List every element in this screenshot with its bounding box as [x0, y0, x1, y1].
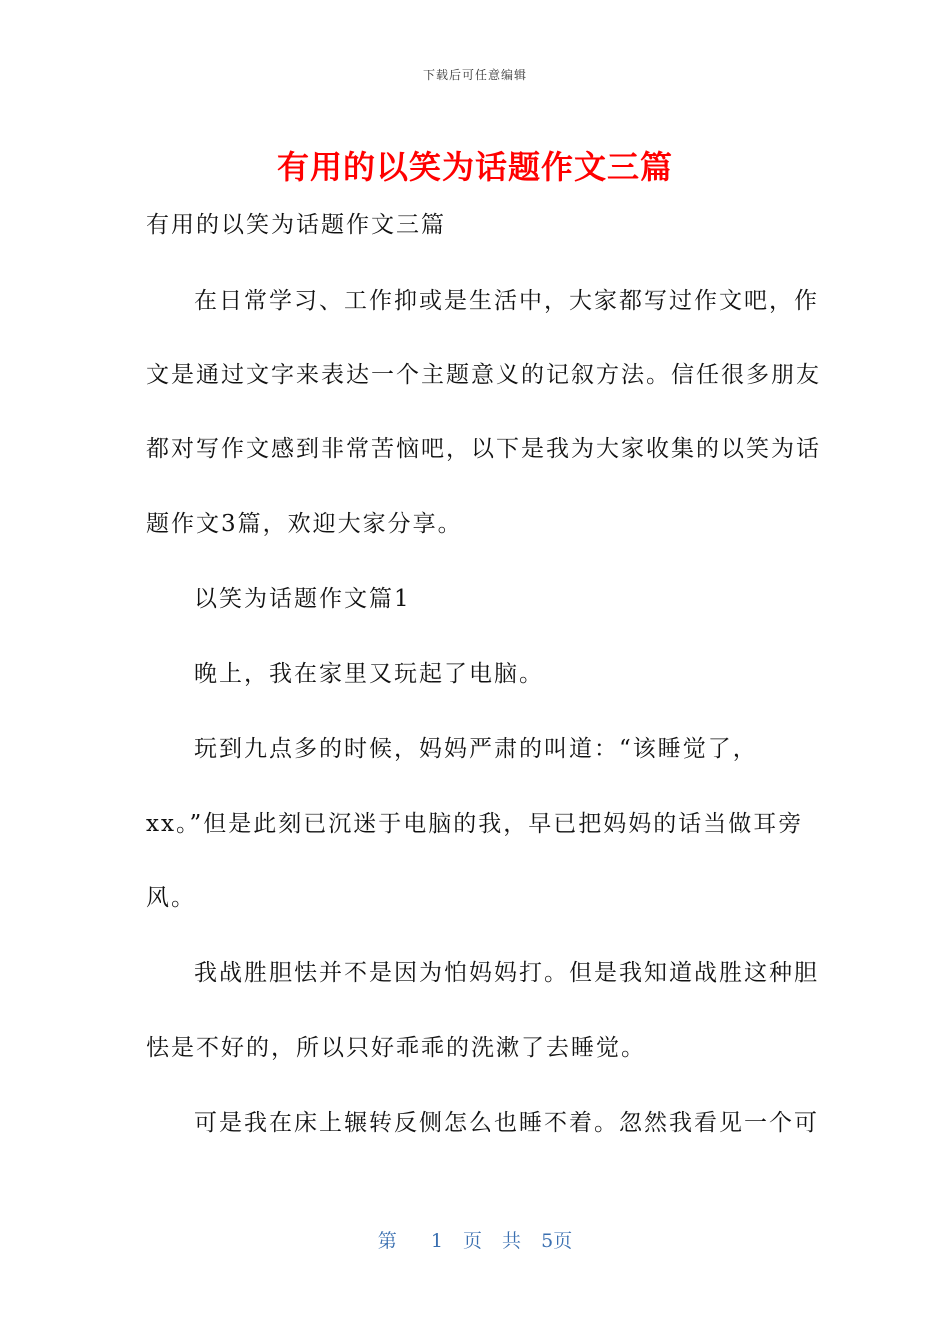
page-current: 1: [430, 1230, 443, 1252]
page-footer: [0, 1226, 950, 1253]
page-label-prefix: 第: [377, 1230, 397, 1252]
section-heading: 以笑为话题作文篇1: [194, 586, 411, 612]
total-label: 共: [502, 1230, 522, 1252]
paragraph-line: 晚上，我在家里又玩起了电脑。: [194, 661, 544, 687]
paragraph-line: 文是通过文字来表达一个主题意义的记叙方法。信任很多朋友: [146, 362, 821, 388]
paragraph-line: 可是我在床上辗转反侧怎么也睡不着。忽然我看见一个可: [194, 1110, 819, 1136]
paragraph-line: 风。: [146, 885, 196, 911]
page-total: 5页: [541, 1230, 573, 1252]
paragraph-line: 玩到九点多的时候，妈妈严肃的叫道：“该睡觉了，: [194, 736, 758, 762]
document-title: 有用的以笑为话题作文三篇: [276, 148, 673, 186]
page-label-mid: 页: [462, 1230, 482, 1252]
document-subtitle-line: 有用的以笑为话题作文三篇: [146, 212, 446, 238]
paragraph-line: 我战胜胆怯并不是因为怕妈妈打。但是我知道战胜这种胆: [194, 960, 819, 986]
paragraph-line: xx。”但是此刻已沉迷于电脑的我，早已把妈妈的话当做耳旁: [146, 811, 804, 837]
paragraph-line: 在日常学习、工作抑或是生活中，大家都写过作文吧，作: [194, 288, 819, 314]
paragraph-line: 题作文3篇，欢迎大家分享。: [146, 511, 463, 537]
header-note: 下载后可任意编辑: [422, 68, 527, 82]
paragraph-line: 怯是不好的，所以只好乖乖的洗漱了去睡觉。: [146, 1035, 646, 1061]
paragraph-line: 都对写作文感到非常苦恼吧，以下是我为大家收集的以笑为话: [146, 436, 821, 462]
